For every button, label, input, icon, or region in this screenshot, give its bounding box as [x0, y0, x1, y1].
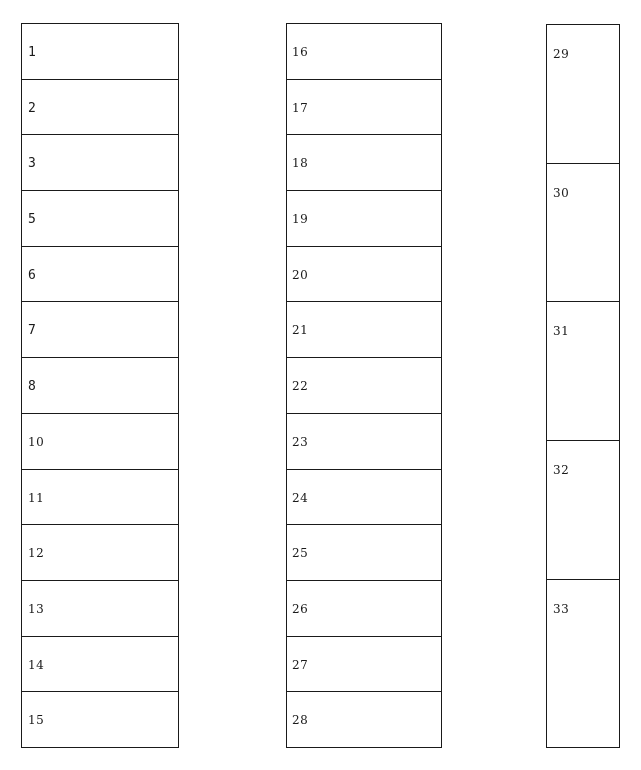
box-number: 14: [28, 657, 45, 672]
box-cell: [22, 637, 178, 693]
box-number: 23: [292, 434, 309, 449]
box-number: 7: [28, 323, 37, 339]
box-number: 33: [553, 601, 570, 616]
box-cell: [287, 302, 441, 358]
box-cell: [287, 414, 441, 470]
left-column: [21, 23, 179, 748]
box-cell: [547, 441, 619, 580]
box-number: 1: [28, 45, 37, 60]
box-cell: [22, 581, 178, 637]
box-number: 12: [28, 546, 45, 561]
box-number: 27: [292, 657, 309, 672]
box-number: 26: [292, 601, 309, 616]
box-cell: [22, 525, 178, 581]
box-cell: [22, 191, 178, 247]
middle-column: [286, 23, 442, 748]
box-number: 18: [292, 156, 309, 171]
box-cell: [287, 581, 441, 637]
box-number: 30: [553, 185, 570, 200]
box-number: 25: [292, 546, 309, 561]
box-cell: [22, 692, 178, 748]
box-number: 21: [292, 323, 309, 338]
box-cell: [547, 302, 619, 441]
box-number: 31: [553, 324, 570, 339]
box-cell: [22, 80, 178, 136]
box-number: 6: [28, 267, 37, 283]
box-cell: [547, 580, 619, 719]
box-cell: [22, 302, 178, 358]
box-number: 2: [28, 100, 37, 116]
box-cell: [287, 637, 441, 693]
box-cell: [22, 470, 178, 526]
box-number: 15: [28, 713, 45, 728]
box-cell: [22, 358, 178, 414]
box-number: 24: [292, 490, 309, 505]
box-cell: [287, 525, 441, 581]
box-number: 20: [292, 267, 309, 282]
box-number: 19: [292, 212, 309, 227]
box-number: 32: [553, 463, 570, 478]
box-cell: [22, 414, 178, 470]
box-cell: [287, 135, 441, 191]
box-number: 8: [28, 379, 37, 395]
box-number: 28: [292, 713, 309, 728]
box-cell: [287, 24, 441, 80]
box-number: 16: [292, 45, 309, 59]
box-number: 11: [28, 490, 45, 505]
box-cell: [287, 191, 441, 247]
box-cell: [547, 164, 619, 303]
box-cell: [287, 358, 441, 414]
box-number: 17: [292, 100, 309, 115]
box-cell: [287, 692, 441, 748]
box-cell: [22, 247, 178, 303]
box-number: 13: [28, 601, 45, 616]
box-cell: [22, 135, 178, 191]
box-cell: [547, 25, 619, 164]
box-cell: [287, 247, 441, 303]
right-column: [546, 24, 620, 748]
box-number: 5: [28, 212, 37, 228]
box-number: 10: [28, 434, 45, 449]
box-cell: [287, 470, 441, 526]
box-cell: [287, 80, 441, 136]
box-number: 3: [28, 156, 37, 172]
box-cell: [22, 24, 178, 80]
box-number: 29: [553, 47, 570, 61]
box-number: 22: [292, 379, 309, 394]
